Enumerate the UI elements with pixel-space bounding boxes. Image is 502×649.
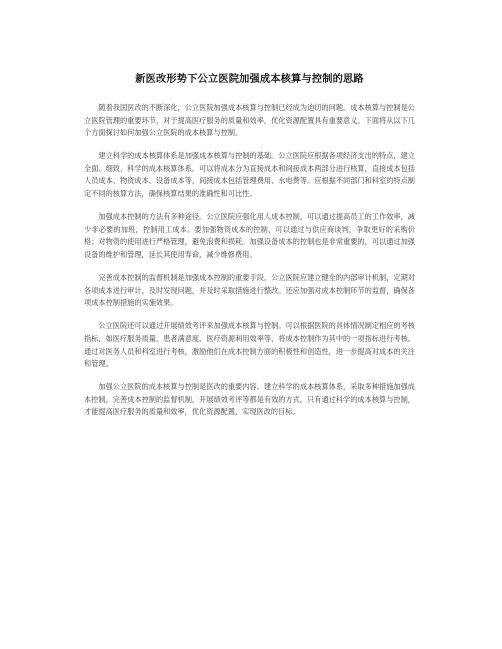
paragraph-conclusion: 加强公立医院的成本核算与控制是医改的重要内容。建立科学的成本核算体系，采取多种措施加强成本控制，完善成本控制的监督机制，开展绩效考评等都是有效的方式。只有通过科学的成本核算与控制，才能提高医疗服务的质量和效率，优化资源配置，实现医改的目标。 bbox=[84, 382, 415, 417]
paragraph-intro: 随着我国医改的不断深化，公立医院加强成本核算与控制已经成为迫切的问题。成本核算与控制是公立医院管理的重要环节，对于提高医疗服务的质量和效率，优化资源配置具有重要意义。下面将从以下几个方面探讨如何加强公立医院的成本核算与控制。 bbox=[84, 103, 415, 138]
paragraph-supervision-mechanism: 完善成本控制的监督机制是加强成本控制的重要手段。公立医院应建立健全的内部审计机制，定期对各项成本进行审计，及时发现问题，并及时采取措施进行整改。还应加强对成本控制环节的监督，确保各项成本控制措施的实施效果。 bbox=[84, 273, 415, 308]
paragraph-cost-accounting-system: 建立科学的成本核算体系是加强成本核算与控制的基础。公立医院应根据各项经济支出的特点，建立全面、细致、科学的成本核算体系。可以将成本分为直接成本和间接成本两部分进行核算，直接成本包括人员成本、物资成本、设备成本等，间接成本包括管理费用、水电费等。应根据不同部门和科室的特点制定不同的核算方法，确保核算结果的准确性和可比性。 bbox=[84, 151, 415, 199]
document-title: 新医改形势下公立医院加强成本核算与控制的思路 bbox=[135, 73, 364, 85]
document-body bbox=[84, 60, 415, 429]
paragraph-cost-control-methods: 加强成本控制的方法有多种途径。公立医院应强化用人成本控制，可以通过提高员工的工作效率，减少非必要的加班，控制用工成本。要加强物资成本的控制，可以通过与供应商谈判，争取更好的采购价格；对物资的使用进行严格管理，避免浪费和损耗。加强设备成本的控制也是非常重要的，可以通过加强设备的维护和管理，延长其使用寿命，减少维修费用。 bbox=[84, 212, 415, 259]
paragraph-performance-evaluation: 公立医院还可以通过开展绩效考评来加强成本核算与控制。可以根据医院的具体情况制定相应的考核指标，如医疗服务质量、患者满意度、医疗资源利用效率等，将成本控制作为其中的一项指标进行考核。通过对医务人员和科室进行考核，激励他们在成本控制方面的积极性和创造性，进一步提高对成本的关注和管理。 bbox=[84, 321, 415, 369]
